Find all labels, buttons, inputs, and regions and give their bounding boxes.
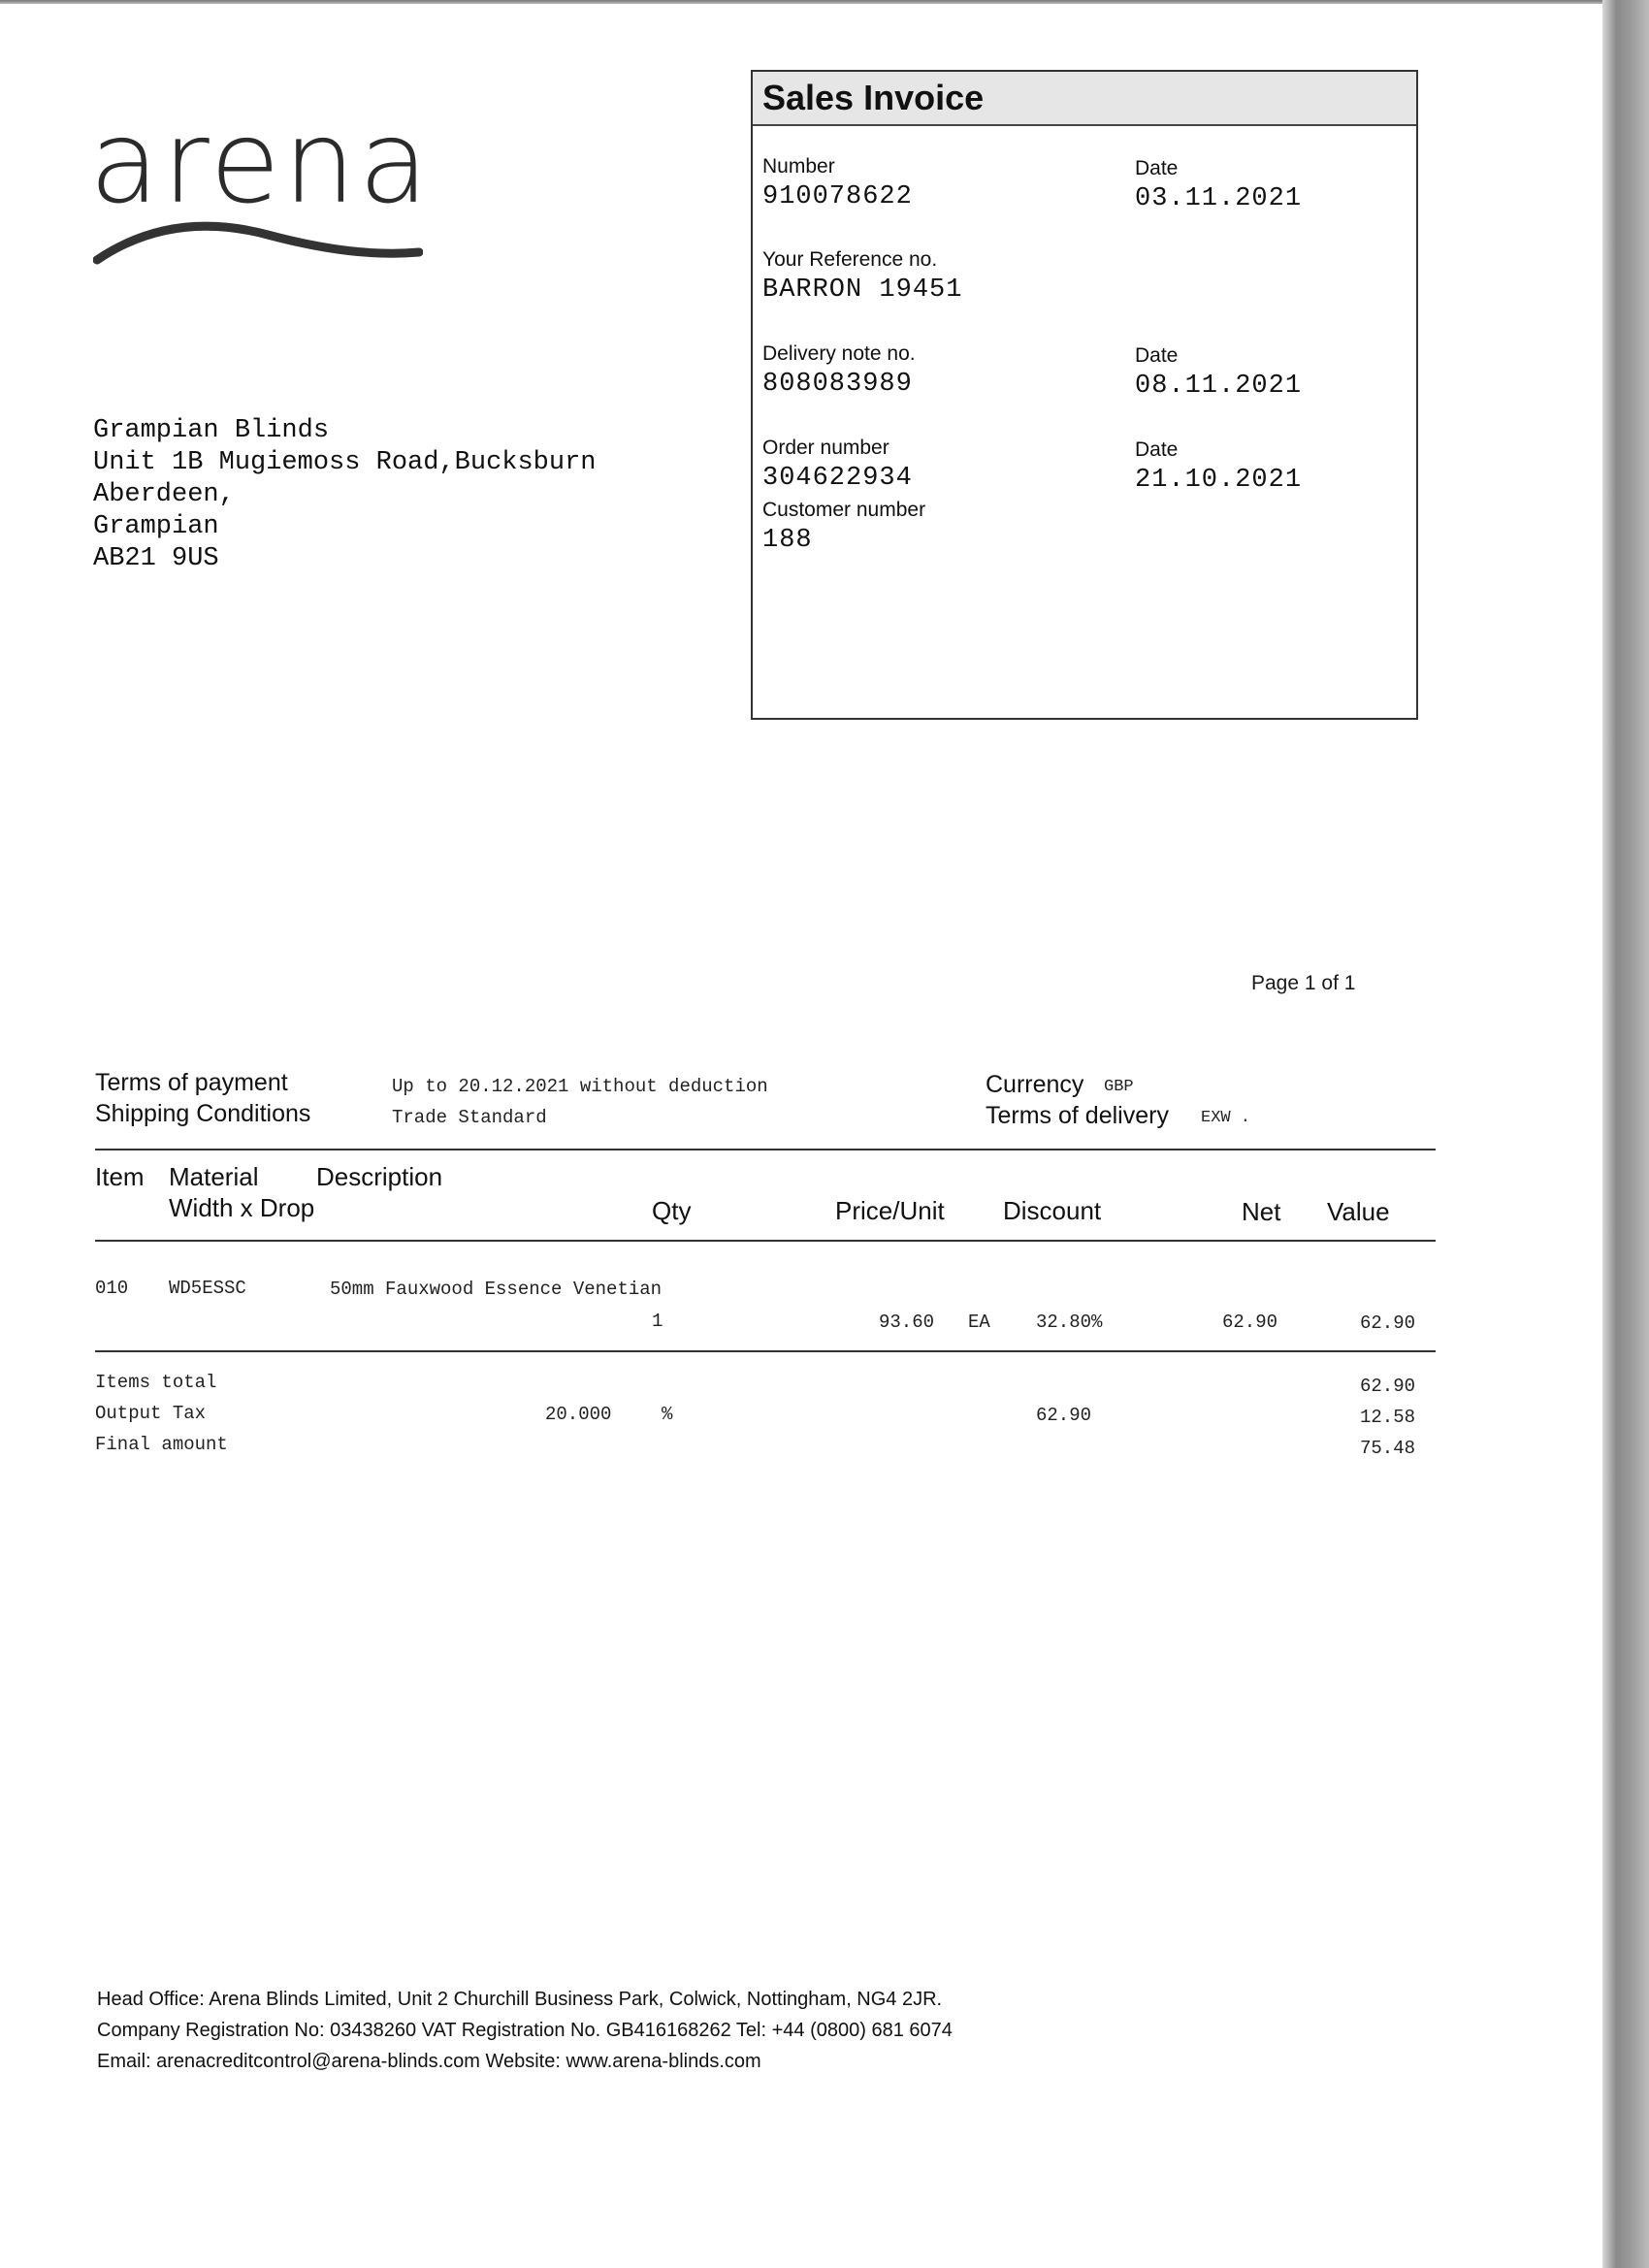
tax-amount: 12.58 <box>1360 1407 1416 1428</box>
footer-registration: Company Registration No: 03438260 VAT Registration No. GB416168262 Tel: +44 (0800) 681 6074 <box>97 2020 953 2041</box>
col-width-drop: Width x Drop <box>169 1193 315 1222</box>
customer-number-value: 188 <box>762 526 813 555</box>
invoice-info-box <box>751 70 1418 720</box>
page-number: Page 1 of 1 <box>1251 972 1356 994</box>
col-qty: Qty <box>652 1196 692 1225</box>
col-discount: Discount <box>1003 1196 1102 1225</box>
delivery-date-value: 08.11.2021 <box>1135 372 1303 401</box>
order-date-value: 21.10.2021 <box>1135 466 1303 495</box>
invoice-box-header <box>753 72 1416 126</box>
header-divider <box>95 1240 1436 1242</box>
footer-contact: Email: arenacreditcontrol@arena-blinds.com Website: www.arena-blinds.com <box>97 2051 761 2072</box>
currency-value: GBP <box>1104 1078 1134 1096</box>
items-divider <box>95 1350 1436 1352</box>
address-line: Unit 1B Mugiemoss Road,Bucksburn <box>93 448 597 477</box>
delivery-note-label: Delivery note no. <box>762 342 916 365</box>
final-amount-label: Final amount <box>95 1434 228 1455</box>
row-price: 93.60 <box>879 1312 935 1333</box>
shipping-conditions-label: Shipping Conditions <box>95 1100 311 1127</box>
output-tax-label: Output Tax <box>95 1403 207 1424</box>
order-date-label: Date <box>1135 438 1179 461</box>
row-net: 62.90 <box>1222 1312 1278 1333</box>
address-line: Grampian Blinds <box>93 416 330 445</box>
terms-of-payment-label: Terms of payment <box>95 1069 288 1096</box>
invoice-title: Sales Invoice <box>762 78 985 117</box>
currency-label: Currency <box>986 1071 1084 1098</box>
tax-pct: % <box>662 1404 673 1425</box>
customer-number-label: Customer number <box>762 499 926 521</box>
row-unit: EA <box>968 1312 990 1333</box>
tax-base: 62.90 <box>1036 1405 1092 1426</box>
items-total-value: 62.90 <box>1360 1376 1416 1397</box>
row-material: WD5ESSC <box>169 1278 246 1299</box>
col-price-unit: Price/Unit <box>835 1196 945 1225</box>
col-material: Material <box>169 1162 259 1191</box>
delivery-note-value: 808083989 <box>762 370 913 399</box>
items-total-label: Items total <box>95 1372 217 1393</box>
row-value: 62.90 <box>1360 1312 1416 1334</box>
col-net: Net <box>1242 1197 1281 1226</box>
order-number-label: Order number <box>762 437 889 459</box>
terms-of-delivery-label: Terms of delivery <box>986 1102 1169 1129</box>
invoice-date: 03.11.2021 <box>1135 184 1303 213</box>
col-value: Value <box>1327 1197 1390 1226</box>
shipping-conditions-value: Trade Standard <box>392 1107 547 1128</box>
scan-top-edge <box>0 0 1649 4</box>
reference-value: BARRON 19451 <box>762 275 963 305</box>
address-line: AB21 9US <box>93 544 219 573</box>
row-item: 010 <box>95 1278 129 1299</box>
reference-label: Your Reference no. <box>762 248 938 271</box>
col-item: Item <box>95 1162 145 1191</box>
scan-right-edge <box>1602 0 1649 2268</box>
footer-head-office: Head Office: Arena Blinds Limited, Unit 2 Churchill Business Park, Colwick, Nottingham, NG4 2JR. <box>97 1989 943 2010</box>
company-logo-text: arena <box>89 95 432 229</box>
address-line: Aberdeen, <box>93 480 235 509</box>
logo-wave-icon <box>93 213 423 272</box>
order-number-value: 304622934 <box>762 464 913 493</box>
address-line: Grampian <box>93 512 219 541</box>
terms-of-delivery-value: EXW . <box>1201 1109 1251 1127</box>
final-amount-value: 75.48 <box>1360 1438 1416 1459</box>
terms-of-payment-value: Up to 20.12.2021 without deduction <box>392 1076 768 1097</box>
delivery-date-label: Date <box>1135 344 1179 367</box>
col-description: Description <box>316 1162 443 1191</box>
invoice-number: 910078622 <box>762 182 913 211</box>
tax-rate: 20.000 <box>545 1404 612 1425</box>
invoice-number-label: Number <box>762 155 835 178</box>
row-discount: 32.80% <box>1036 1312 1103 1333</box>
row-qty: 1 <box>652 1311 663 1332</box>
customer-address <box>93 415 596 575</box>
terms-divider <box>95 1149 1436 1150</box>
row-description: 50mm Fauxwood Essence Venetian <box>330 1279 663 1300</box>
invoice-date-label: Date <box>1135 157 1179 179</box>
